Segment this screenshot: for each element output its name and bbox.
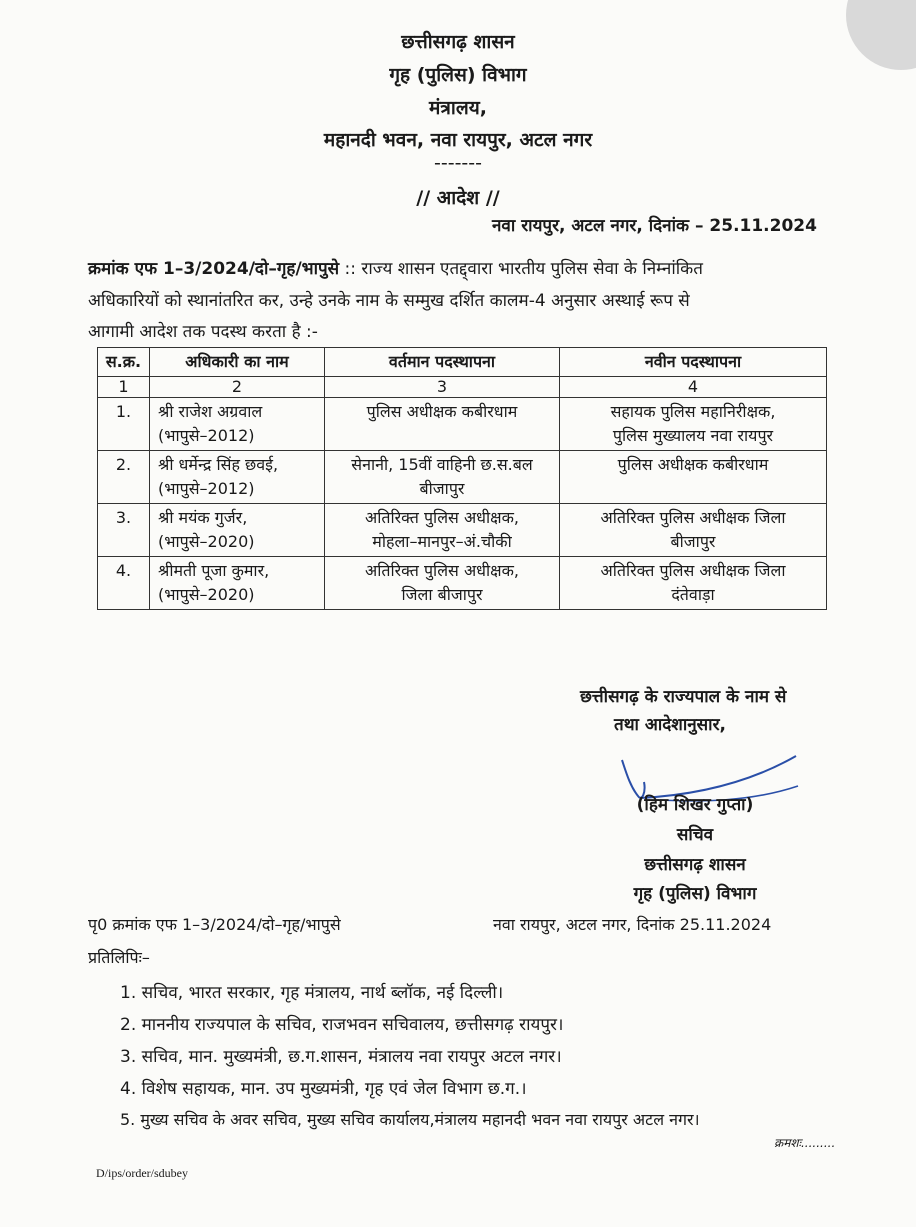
row-new-posting xyxy=(560,451,827,504)
column-number: 1 xyxy=(98,377,150,398)
row-current-posting xyxy=(325,398,560,451)
body-line-3: आगामी आदेश तक पदस्थ करता है :- xyxy=(88,322,318,342)
row-new-posting xyxy=(560,504,827,557)
row-serial: 3. xyxy=(98,504,150,557)
officer-name: श्रीमती पूजा कुमार, xyxy=(158,561,270,580)
officer-batch: (भापुसे–2020) xyxy=(158,585,255,604)
header-officer-name: अधिकारी का नाम xyxy=(150,348,325,377)
table-column-number-row xyxy=(98,377,827,398)
header-serial: स.क्र. xyxy=(98,348,150,377)
signatory-designation: सचिव xyxy=(676,825,714,845)
new-posting-line: बीजापुर xyxy=(670,532,716,551)
new-posting-line: अतिरिक्त पुलिस अधीक्षक जिला xyxy=(600,508,786,527)
header-government: छत्तीसगढ़ शासन xyxy=(401,31,515,53)
endorsement-date: नवा रायपुर, अटल नगर, दिनांक 25.11.2024 xyxy=(493,915,772,934)
row-current-posting xyxy=(325,504,560,557)
row-current-posting xyxy=(325,451,560,504)
header-department: गृह (पुलिस) विभाग xyxy=(389,64,527,86)
continued-mark: क्रमशः......... xyxy=(774,1136,836,1150)
current-posting-line: अतिरिक्त पुलिस अधीक्षक, xyxy=(365,561,519,580)
header-ministry: मंत्रालय, xyxy=(429,97,487,119)
table-row xyxy=(98,398,827,451)
new-posting-line: पुलिस मुख्यालय नवा रायपुर xyxy=(612,426,774,445)
new-posting-line: पुलिस अधीक्षक कबीरधाम xyxy=(617,455,769,474)
row-officer xyxy=(150,398,325,451)
copy-recipient: 1. सचिव, भारत सरकार, गृह मंत्रालय, नार्थ ब्लॉक, नई दिल्ली। xyxy=(120,983,504,1003)
column-number: 4 xyxy=(560,377,827,398)
copy-recipient: 3. सचिव, मान. मुख्यमंत्री, छ.ग.शासन, मंत्रालय नवा रायपुर अटल नगर। xyxy=(120,1047,562,1067)
officer-batch: (भापुसे–2012) xyxy=(158,426,255,445)
order-date: नवा रायपुर, अटल नगर, दिनांक – 25.11.2024 xyxy=(492,216,817,236)
copy-recipient: 2. माननीय राज्यपाल के सचिव, राजभवन सचिवालय, छत्तीसगढ़ रायपुर। xyxy=(120,1015,564,1035)
signatory-department: गृह (पुलिस) विभाग xyxy=(633,884,757,904)
row-serial: 4. xyxy=(98,557,150,610)
column-number: 3 xyxy=(325,377,560,398)
order-reference: क्रमांक एफ 1–3/2024/दो–गृह/भापुसे xyxy=(88,259,340,279)
current-posting-line: अतिरिक्त पुलिस अधीक्षक, xyxy=(365,508,519,527)
header-address: महानदी भवन, नवा रायपुर, अटल नगर xyxy=(323,129,593,151)
current-posting-line: जिला बीजापुर xyxy=(401,585,483,604)
current-posting-line: पुलिस अधीक्षक कबीरधाम xyxy=(366,402,518,421)
header-separator: ------- xyxy=(434,152,482,174)
new-posting-line: अतिरिक्त पुलिस अधीक्षक जिला xyxy=(600,561,786,580)
current-posting-line: मोहला–मानपुर–अं.चौकी xyxy=(372,532,512,551)
officer-name: श्री धर्मेन्द्र सिंह छवई, xyxy=(158,455,279,474)
new-posting-line: सहायक पुलिस महानिरीक्षक, xyxy=(610,402,776,421)
row-serial: 1. xyxy=(98,398,150,451)
column-number: 2 xyxy=(150,377,325,398)
header-new-posting: नवीन पदस्थापना xyxy=(560,348,827,377)
current-posting-line: बीजापुर xyxy=(419,479,465,498)
table-header-row xyxy=(98,348,827,377)
body-line-2: अधिकारियों को स्थानांतरित कर, उन्हे उनके नाम के सम्मुख दर्शित कालम-4 अनुसार अस्थाई रूप से xyxy=(88,291,690,311)
row-serial: 2. xyxy=(98,451,150,504)
body-line-1-text: :: राज्य शासन एतद्द्वारा भारतीय पुलिस सेवा के निम्नांकित xyxy=(339,259,703,279)
file-reference: D/ips/order/sdubey xyxy=(96,1166,188,1180)
header-current-posting: वर्तमान पदस्थापना xyxy=(325,348,560,377)
row-current-posting xyxy=(325,557,560,610)
copy-to-label: प्रतिलिपिः– xyxy=(88,948,150,967)
signatory-government: छत्तीसगढ़ शासन xyxy=(644,855,746,875)
officer-batch: (भापुसे–2012) xyxy=(158,479,255,498)
copy-recipient: 4. विशेष सहायक, मान. उप मुख्यमंत्री, गृह एवं जेल विभाग छ.ग.। xyxy=(120,1079,527,1099)
transfer-table xyxy=(97,347,827,610)
closing-line-1: छत्तीसगढ़ के राज्यपाल के नाम से xyxy=(580,687,787,707)
signatory-name: (हिम शिखर गुप्ता) xyxy=(636,795,754,815)
endorsement-reference: पृ0 क्रमांक एफ 1–3/2024/दो–गृह/भापुसे xyxy=(88,915,341,934)
body-line-1 xyxy=(88,256,703,279)
row-officer xyxy=(150,504,325,557)
officer-batch: (भापुसे–2020) xyxy=(158,532,255,551)
table-row xyxy=(98,557,827,610)
row-officer xyxy=(150,451,325,504)
row-new-posting xyxy=(560,557,827,610)
new-posting-line: दंतेवाड़ा xyxy=(671,585,715,604)
officer-name: श्री राजेश अग्रवाल xyxy=(158,402,263,421)
row-officer xyxy=(150,557,325,610)
officer-name: श्री मयंक गुर्जर, xyxy=(158,508,248,527)
table-row xyxy=(98,451,827,504)
table-row xyxy=(98,504,827,557)
copy-recipient: 5. मुख्य सचिव के अवर सचिव, मुख्य सचिव कार्यालय,मंत्रालय महानदी भवन नवा रायपुर अटल नगर। xyxy=(120,1110,700,1129)
current-posting-line: सेनानी, 15वीं वाहिनी छ.स.बल xyxy=(351,455,533,474)
order-title: // आदेश // xyxy=(416,187,500,209)
closing-line-2: तथा आदेशानुसार, xyxy=(614,715,726,735)
row-new-posting xyxy=(560,398,827,451)
